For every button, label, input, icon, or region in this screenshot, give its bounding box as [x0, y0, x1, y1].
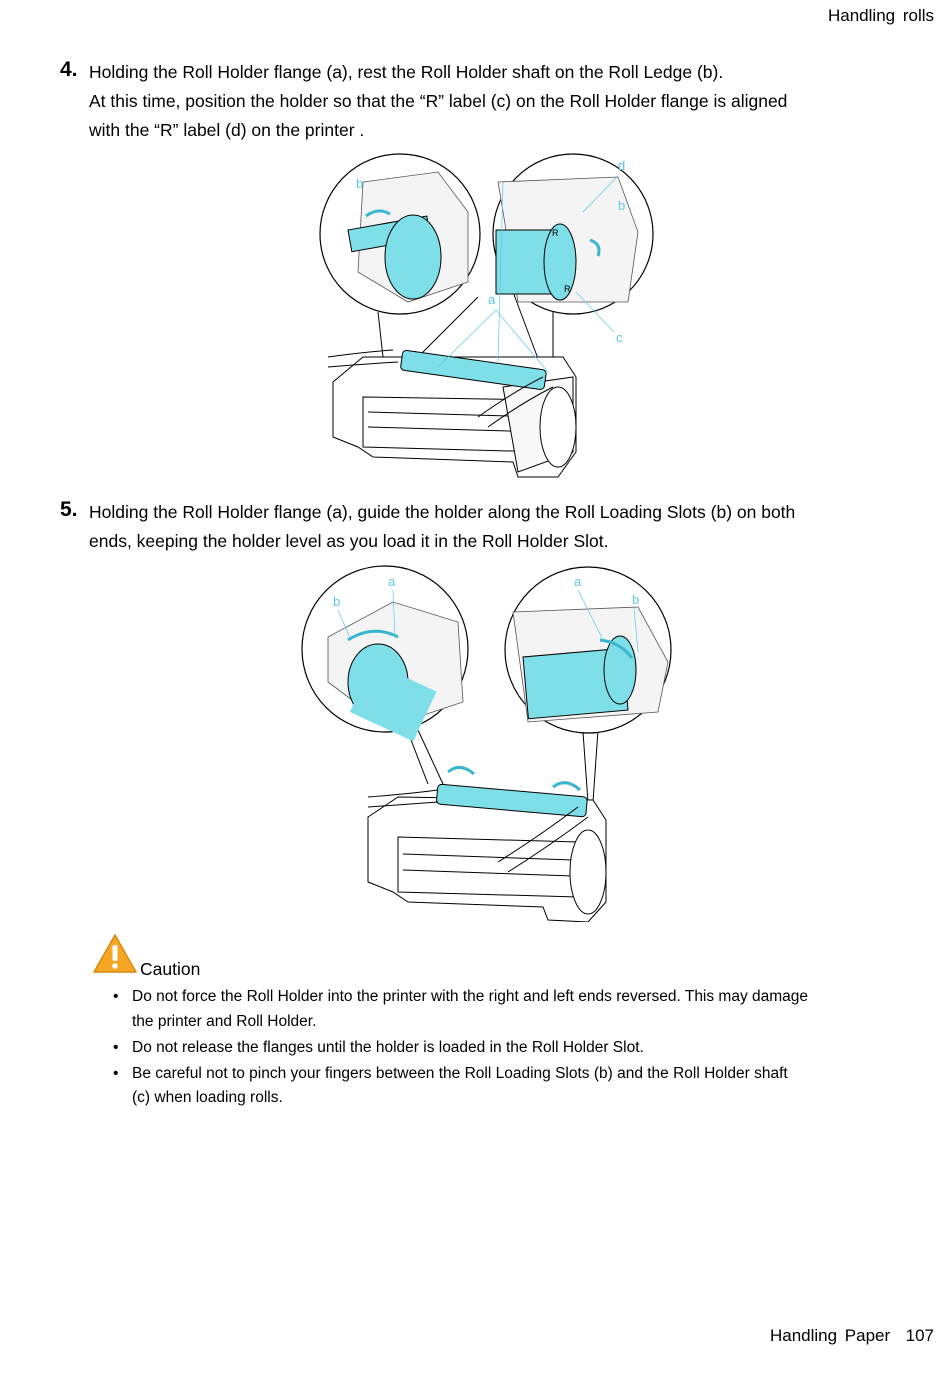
step-4-text — [89, 58, 889, 145]
page-number: 107 — [905, 1326, 934, 1345]
caution-item-line: Do not force the Roll Holder into the printer with the right and left ends reversed. This may damage — [132, 988, 809, 1005]
label-b-left: b — [356, 176, 364, 191]
bullet-dot: • — [113, 988, 119, 1005]
caution-item — [113, 985, 903, 1034]
label-c: c — [616, 330, 623, 345]
step-5-illustration — [298, 562, 678, 922]
step-4-illustration — [318, 152, 663, 492]
label-b-right: b — [618, 198, 626, 213]
caution-item-line: (c) when loading rolls. — [132, 1089, 283, 1106]
bullet-dot: • — [113, 1064, 119, 1082]
caution-item — [113, 1062, 903, 1111]
step-5-number: 5. — [60, 498, 78, 521]
label-b-left: b — [333, 594, 341, 609]
caution-title: Caution — [140, 959, 201, 979]
step-4-line: At this time, position the holder so that the “R” label (c) on the Roll Holder flange is aligned — [89, 91, 788, 111]
step-5-text — [89, 498, 889, 556]
caution-item-line: Do not release the flanges until the holder is loaded in the Roll Holder Slot. — [132, 1038, 644, 1056]
caution-item — [113, 1036, 903, 1061]
label-d: d — [618, 158, 626, 173]
page-footer — [770, 1326, 934, 1346]
label-b-right: b — [632, 592, 640, 607]
label-a-right: a — [574, 574, 582, 589]
caution-item-line: the printer and Roll Holder. — [132, 1012, 317, 1030]
caution-item-line: Be careful not to pinch your fingers between the Roll Loading Slots (b) and the Roll Holder shaft — [132, 1064, 788, 1082]
label-a: a — [488, 292, 496, 307]
warning-triangle-icon — [92, 933, 138, 975]
caution-list — [113, 985, 903, 1112]
label-r-printer: R — [564, 284, 571, 294]
footer-section: Handling Paper — [769, 1326, 891, 1345]
step-5-line: Holding the Roll Holder flange (a), guide the holder along the Roll Loading Slots (b) on both — [89, 502, 796, 522]
label-a-left: a — [388, 574, 396, 589]
step-5-line: ends, keeping the holder level as you load it in the Roll Holder Slot. — [89, 531, 609, 551]
step-4-line: with the “R” label (d) on the printer . — [89, 120, 365, 140]
label-r-flange: R — [552, 228, 559, 238]
bullet-dot: • — [113, 1038, 119, 1056]
step-4-line: Holding the Roll Holder flange (a), rest the Roll Holder shaft on the Roll Ledge (b). — [89, 62, 724, 82]
running-header: Handling rolls — [828, 6, 934, 25]
step-4-number: 4. — [60, 58, 78, 81]
